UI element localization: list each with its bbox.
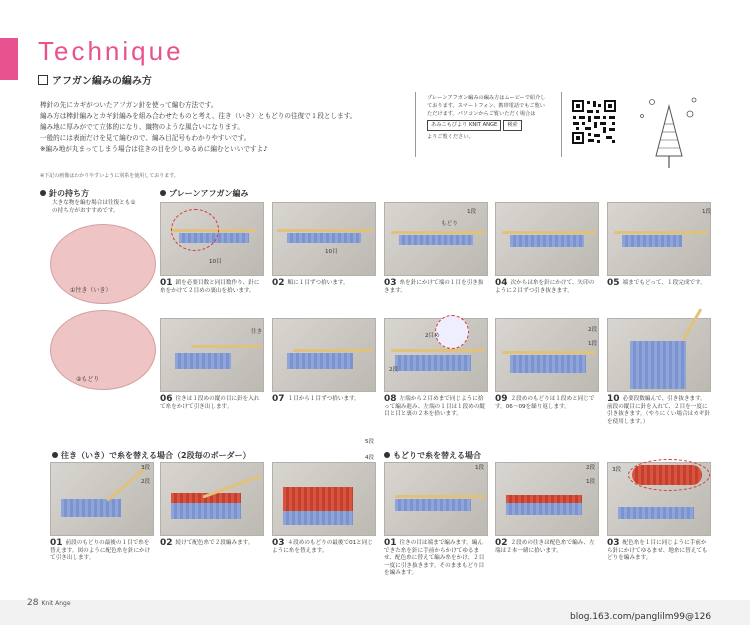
step-number: 04 xyxy=(495,278,508,288)
subtitle-text: アフガン編みの編み方 xyxy=(52,76,152,87)
change-modori-heading xyxy=(384,450,481,461)
step-number: 02 xyxy=(160,538,173,548)
step-number: 03 xyxy=(607,538,620,548)
step-number: 03 xyxy=(384,278,397,288)
iki-step-02-caption xyxy=(160,540,264,548)
step-text: 鎖を必要目数と同目数作り、針に糸をかけて２目めの裏山を拾います。 xyxy=(160,280,260,294)
iki-step-01-caption xyxy=(50,540,154,563)
section-subtitle xyxy=(38,72,152,87)
modori-step-03-photo xyxy=(607,462,711,536)
page-title: Technique xyxy=(38,36,184,66)
iki-label: 往き xyxy=(251,329,263,335)
hold-label-1: ①往き（いき） xyxy=(70,287,112,294)
step-number: 08 xyxy=(384,394,397,404)
step-text: 次からは糸を針にかけて、矢印のように２目ずつ引き抜きます。 xyxy=(495,280,595,294)
step-text: ４段めのもどりの最後で01と同じように糸を替えます。 xyxy=(272,540,373,554)
step-text: 糸を針にかけて端の１目を引き抜きます。 xyxy=(384,280,484,294)
plain-step-06-photo xyxy=(160,318,264,392)
step-number: 02 xyxy=(495,538,508,548)
modori-step-02-photo xyxy=(495,462,599,536)
dan-label: 1段 xyxy=(588,341,598,347)
movie-after: よりご覧ください。 xyxy=(427,134,474,140)
intro-line: 棒針の先にカギがついたアフガン針を使って編む方法です。 xyxy=(40,101,218,109)
plain-title: プレーンアフガン編み xyxy=(169,189,249,198)
bullet-icon xyxy=(384,452,390,458)
photo-note: ※下記の画像はわかりやすいように別糸を使用しております。 xyxy=(40,173,179,179)
intro-line: 一般的には表面だけを見て編むので、編み目記号もわかりやすいです。 xyxy=(40,134,251,142)
step-text: １目から１目ずつ拾います。 xyxy=(287,396,360,402)
dan-label: 2段 xyxy=(588,327,598,333)
modori-step-01-caption xyxy=(384,540,488,578)
tree-illustration-icon xyxy=(634,94,704,174)
step-text: 往きは１段めの縦の目に針を入れて糸をかけて引き出します。 xyxy=(160,396,260,410)
intro-text xyxy=(40,100,400,155)
step-number: 06 xyxy=(160,394,173,404)
iki-step-01-photo xyxy=(50,462,154,536)
modori-label: もどり xyxy=(441,221,458,227)
step-number: 03 xyxy=(272,538,285,548)
step-text: 配色糸を１目に同じように手前から針にかけてゆるませ、地糸に替えてもどりを編みます。 xyxy=(607,540,708,561)
needle-hold-title: 針の持ち方 xyxy=(49,189,89,198)
plain-step-05-caption xyxy=(607,280,711,288)
change-iki-title: 往き（いき）で糸を替える場合（2段毎のボーダー） xyxy=(61,451,251,460)
change-iki-heading xyxy=(52,450,251,461)
change-modori-title: もどりで糸を替える場合 xyxy=(393,451,481,460)
qr-code-icon[interactable] xyxy=(570,98,618,146)
dan-label: 2段 xyxy=(141,479,151,485)
hand-photo-2 xyxy=(50,310,156,390)
plain-step-01-photo xyxy=(160,202,264,276)
step-number: 07 xyxy=(272,394,285,404)
dan-label: 1段 xyxy=(467,209,477,215)
intro-line: 編み地に厚みがでて立体的になり、織物のような風合いになります。 xyxy=(40,123,244,131)
step-text: 左端から２目めまで同じように拾って編み進み、左端の１目は１段めの縦目と目と裏の２本を拾います。 xyxy=(384,396,486,417)
needle-hold-desc: 大きな物を編む場合は往復とも①の持ち方がおすすめです。 xyxy=(52,200,136,214)
dan2-label: 2段 xyxy=(389,367,399,373)
dan-label: 4段 xyxy=(365,455,375,461)
bullet-icon xyxy=(52,452,58,458)
intro-line: 編み方は棒針編みとカギ針編みを組み合わせたものと考え、往き（いき）ともどりの往復で１段とします。 xyxy=(40,112,357,120)
bullet-icon xyxy=(40,190,46,196)
search-button[interactable]: 検索 xyxy=(503,120,521,131)
hold-label-2: ②もどり xyxy=(76,376,100,383)
iki-step-03-caption xyxy=(272,540,376,555)
plain-step-02-photo xyxy=(272,202,376,276)
dan-label: 3段 xyxy=(612,467,622,473)
step-number: 01 xyxy=(160,278,173,288)
page-number xyxy=(27,598,71,608)
plain-step-04-caption xyxy=(495,280,599,295)
movie-text: プレーンアフガン編みの編み方はムービーで紹介しております。スマートフォン、携帯電話でもご覧いただけます。パソコンからご覧いただく場合は xyxy=(427,95,546,117)
count-label: 10目 xyxy=(325,249,338,255)
step-text: 前段のもどりの最後の１目で糸を替えます。図のように配色糸を針にかけて引き出します。 xyxy=(50,540,151,561)
movie-info xyxy=(427,94,547,141)
plain-step-01-caption xyxy=(160,280,264,295)
step-number: 02 xyxy=(272,278,285,288)
plain-step-08-photo xyxy=(384,318,488,392)
page-number-value: 28 xyxy=(27,598,39,608)
step-number: 09 xyxy=(495,394,508,404)
dan-label: 1段 xyxy=(475,465,485,471)
plain-step-09-caption xyxy=(495,396,599,411)
step-text: 必要段数編んで、引き抜きます。前段の縦目に針を入れて、２目を一度に引き抜きます。（やりにくい場合はカギ針を使用します。） xyxy=(607,396,711,425)
me2-label: 2目め xyxy=(425,333,440,339)
plain-step-06-caption xyxy=(160,396,264,411)
dan-label: 3段 xyxy=(141,465,151,471)
plain-step-07-photo xyxy=(272,318,376,392)
watermark: blog.163.com/panglilm99@126 xyxy=(570,612,712,622)
step-number: 01 xyxy=(50,538,63,548)
step-number: 01 xyxy=(384,538,397,548)
plain-step-04-photo xyxy=(495,202,599,276)
plain-step-05-photo xyxy=(607,202,711,276)
checkbox-icon xyxy=(38,75,48,85)
plain-step-03-caption xyxy=(384,280,488,295)
dan-label: 2段 xyxy=(586,465,596,471)
dan-label: 5段 xyxy=(365,439,375,445)
modori-step-03-caption xyxy=(607,540,711,563)
dan-label: 1段 xyxy=(586,479,596,485)
plain-step-02-caption xyxy=(272,280,376,288)
step-text: ２段めのもどりは１段めと同じです。06〜09を繰り返します。 xyxy=(495,396,595,410)
needle-hold-heading xyxy=(40,188,89,199)
intro-line: ※編み地が丸まってしまう場合は往きの目を少しゆるめに編むといいですよ♪ xyxy=(40,145,268,153)
plain-step-07-caption xyxy=(272,396,376,404)
modori-step-02-caption xyxy=(495,540,599,555)
plain-step-03-photo xyxy=(384,202,488,276)
step-text: 続けて配色糸で２段編みます。 xyxy=(175,540,254,546)
brand-name: Knit Ange xyxy=(41,600,71,607)
step-number: 05 xyxy=(607,278,620,288)
plain-heading xyxy=(160,188,248,199)
iki-step-02-photo xyxy=(160,462,264,536)
bullet-icon xyxy=(160,190,166,196)
step-text: 端までもどって、１段完成です。 xyxy=(622,280,706,286)
count-label: 10目 xyxy=(209,259,222,265)
modori-step-01-photo xyxy=(384,462,488,536)
step-text: ２段めの往きは配色糸で編み、左端は２本一緒に拾います。 xyxy=(495,540,595,554)
step-text: 往きの目は端まで編みます。編んできた糸を針に手前からかけてゆるませ、配色糸に替えて編み糸をかけ、２目一度に引き抜きます。そのままもどり目を編みます。 xyxy=(384,540,485,576)
title-accent-bar xyxy=(0,38,18,80)
dan-label: 1段 xyxy=(702,209,712,215)
step-text: 順に１目ずつ拾います。 xyxy=(287,280,349,286)
step-number: 10 xyxy=(607,394,620,404)
plain-step-08-caption xyxy=(384,396,488,419)
iki-step-03-photo xyxy=(272,439,376,536)
search-keyword: あみこもびより KNIT ANGE xyxy=(427,120,501,131)
plain-step-10-caption xyxy=(607,396,711,426)
plain-step-10-photo xyxy=(607,318,711,392)
plain-step-09-photo xyxy=(495,318,599,392)
